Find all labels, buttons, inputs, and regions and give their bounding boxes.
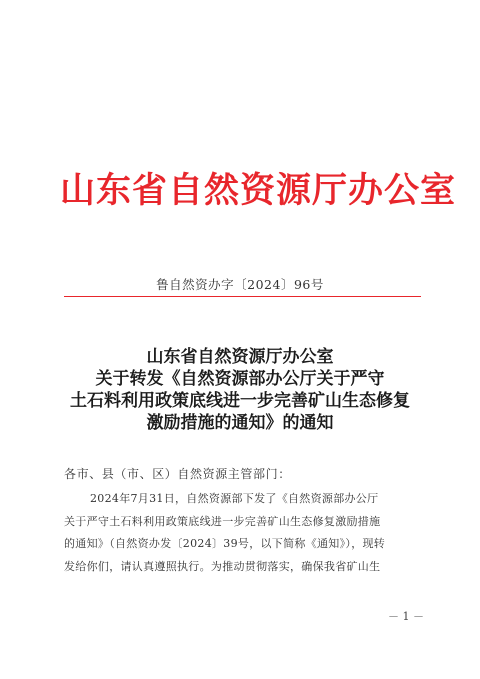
title-line: 山东省自然资源厅办公室 — [146, 347, 334, 367]
body-paragraph — [64, 488, 420, 578]
body-line: 2024年7月31日，自然资源部下发了《自然资源部办公厅 — [90, 492, 379, 505]
issuer-red-header: 山东省自然资源厅办公室 — [60, 170, 457, 211]
document-number: 鲁自然资办字〔2024〕96号 — [156, 277, 324, 292]
page-number: － 1 － — [388, 610, 424, 623]
body-line: 的通知》（自然资办发〔2024〕39号，以下简称《通知》），现转 — [64, 537, 386, 550]
document-title — [40, 346, 440, 434]
title-line: 土石料利用政策底线进一步完善矿山生态修复 — [70, 391, 410, 411]
title-line: 关于转发《自然资源部办公厅关于严守 — [95, 369, 385, 389]
body-line: 关于严守土石料利用政策底线进一步完善矿山生态修复激励措施 — [64, 514, 381, 528]
salutation: 各市、县（市、区）自然资源主管部门： — [64, 467, 291, 481]
title-line: 激励措施的通知》的通知 — [146, 413, 334, 433]
red-divider-line — [64, 296, 421, 297]
body-line: 发给你们，请认真遵照执行。为推动贯彻落实，确保我省矿山生 — [64, 559, 381, 573]
